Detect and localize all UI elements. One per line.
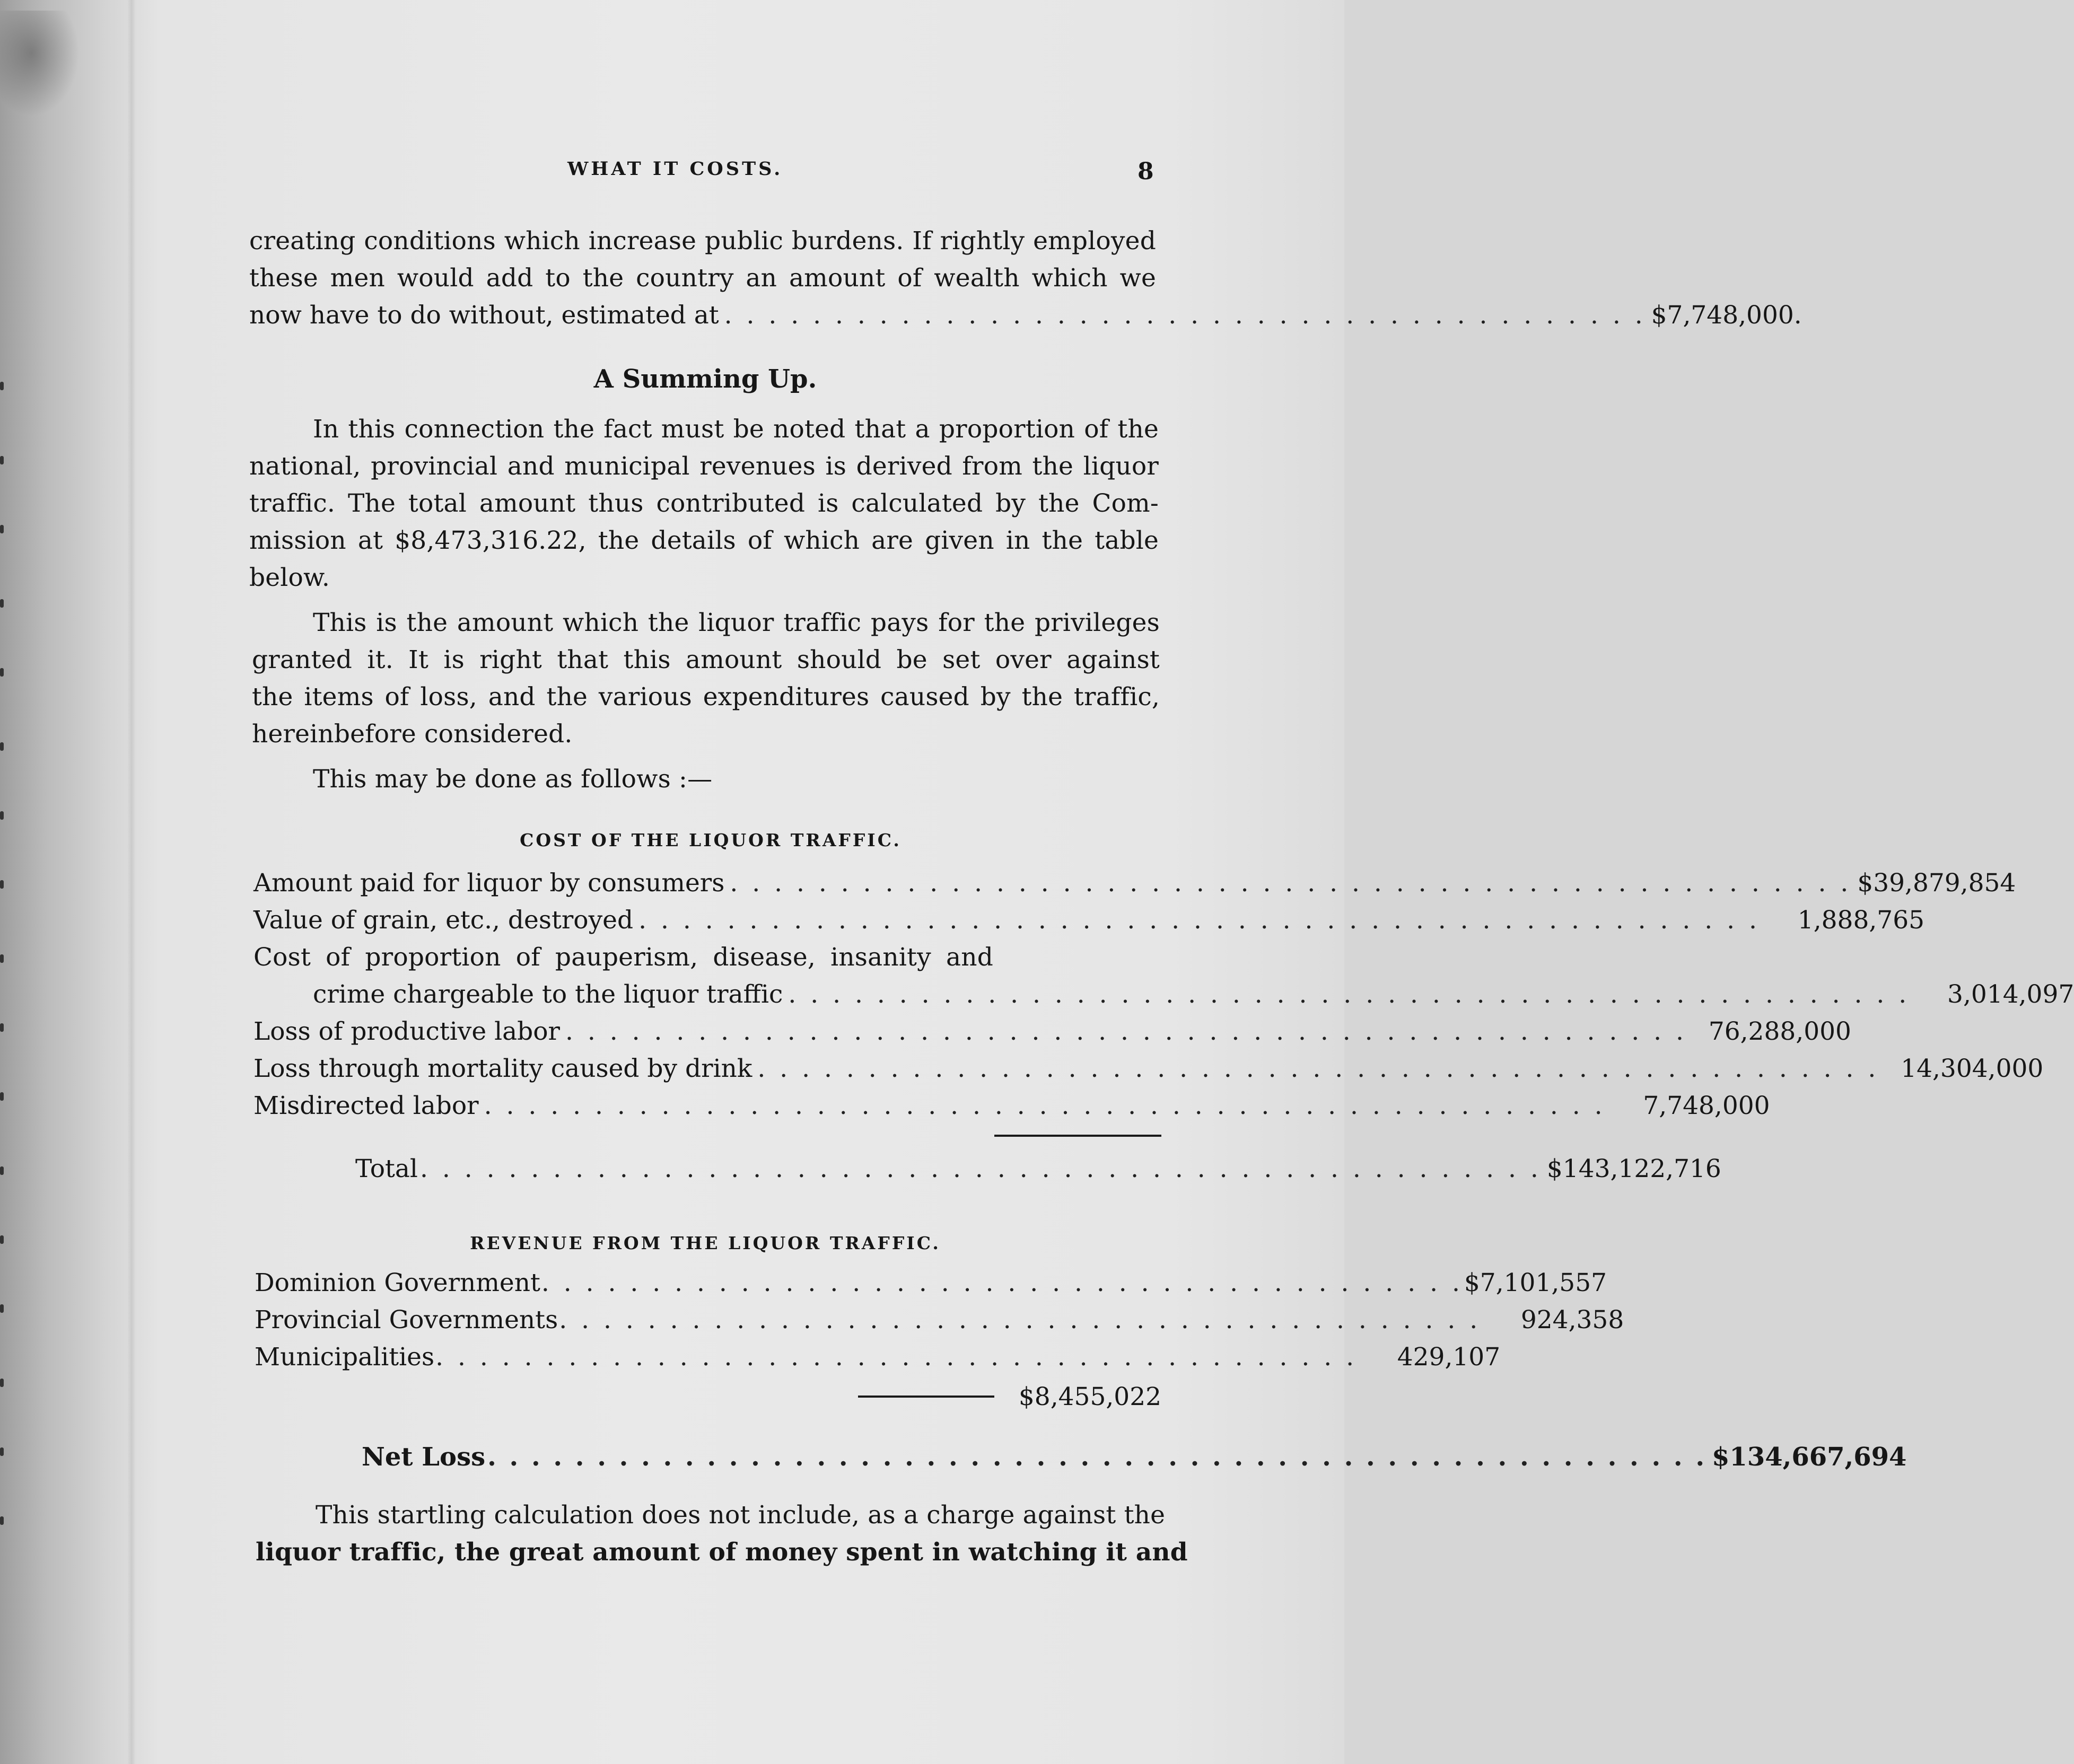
- revenue-row-label: Dominion Government: [255, 1268, 540, 1297]
- gutter-mark: [0, 1023, 4, 1032]
- cost-row: [253, 905, 1924, 936]
- net-loss-row: [362, 1441, 1907, 1473]
- cost-row-amount: 7,748,000: [1643, 1091, 1770, 1120]
- para1-line: national, provincial and municipal revenues is derived from the liquor: [249, 452, 1159, 481]
- cost-row-label: Loss of productive labor: [253, 1017, 560, 1046]
- revenue-row: [255, 1304, 1624, 1336]
- gutter-mark: [0, 954, 4, 963]
- revenue-row-amount: $7,101,557: [1464, 1268, 1607, 1297]
- dot-leader: . . . . . . . . . . . . . . . . . . . . . . . . . . . . . . . . . . . . . . . . . . . . . . . . . . .: [757, 1054, 1879, 1083]
- cost-total-rule: [994, 1135, 1161, 1137]
- dot-leader: . . . . . . . . . . . . . . . . . . . . . . . . . . . . . . . . . . . . . . . . . . . . . . . . . . .: [565, 1017, 1687, 1046]
- closing-line: liquor traffic, the great amount of money spent in watching it and: [256, 1538, 1188, 1567]
- gutter-mark: [0, 742, 4, 751]
- revenue-row: [255, 1341, 1501, 1373]
- cost-row-label: Loss through mortality caused by drink: [253, 1054, 752, 1083]
- closing-line: This startling calculation does not include, as a charge against the: [316, 1500, 1166, 1530]
- revenue-row-amount: 429,107: [1397, 1342, 1501, 1372]
- para1-line: In this connection the fact must be noted that a proportion of the: [313, 415, 1159, 444]
- dot-leader: . . . . . . . . . . . . . . . . . . . . . . . . . . . . . . . . . . . . . . . . . .: [559, 1305, 1481, 1335]
- cost-row-label: Amount paid for liquor by consumers: [253, 868, 725, 898]
- dot-leader: . . . . . . . . . . . . . . . . . . . . . . . . . . . . . . . . . . . . . . . . . . . . . . . . . . .: [730, 868, 1852, 898]
- para1-line: traffic. The total amount thus contributed is calculated by the Com-: [249, 489, 1159, 518]
- intro-line: now have to do without, estimated at: [249, 301, 719, 330]
- gutter-mark: [0, 880, 4, 889]
- cost-row: [253, 1053, 2044, 1085]
- cost-row: [253, 1090, 1770, 1122]
- gutter-mark: [0, 668, 4, 677]
- cost-row: [253, 1016, 1851, 1048]
- cost-row-amount: 1,888,765: [1797, 906, 1924, 935]
- gutter-mark: [0, 1379, 4, 1387]
- cost-row-label: crime chargeable to the liquor traffic: [313, 980, 783, 1009]
- dot-leader: . . . . . . . . . . . . . . . . . . . . . . . . . . . . . . . . . . . . . . . . . . . . . . . . . . .: [484, 1091, 1606, 1120]
- gutter-mark: [0, 1092, 4, 1101]
- para1-line: below.: [249, 563, 330, 592]
- revenue-row-label: Provincial Governments: [255, 1305, 558, 1335]
- para3-line: This may be done as follows :—: [313, 765, 713, 794]
- paper-stain: [0, 11, 80, 117]
- gutter-mark: [0, 1516, 4, 1525]
- gutter-mark: [0, 1235, 4, 1244]
- intro-line: creating conditions which increase public burdens. If rightly employed: [249, 226, 1156, 256]
- cost-row: [313, 979, 2074, 1011]
- gutter-mark: [0, 456, 4, 464]
- cost-row-amount: $39,879,854: [1857, 868, 2016, 898]
- intro-estimate-row: [249, 300, 1802, 331]
- dot-leader: . . . . . . . . . . . . . . . . . . . . . . . . . . . . . . . . . . . . . . . . . . . . . . . . . . . . . . . .: [487, 1442, 1707, 1472]
- gutter-mark: [0, 1447, 4, 1456]
- cost-total-row: [355, 1153, 1721, 1185]
- cost-row-amount: 3,014,097: [1947, 980, 2074, 1009]
- para2-line: hereinbefore considered.: [252, 719, 573, 749]
- dot-leader: . . . . . . . . . . . . . . . . . . . . . . . . . . . . . . . . . . . . . . . . . .: [724, 301, 1646, 330]
- intro-amount: $7,748,000.: [1651, 301, 1802, 330]
- revenue-total-rule: [858, 1396, 994, 1398]
- dot-leader: . . . . . . . . . . . . . . . . . . . . . . . . . . . . . . . . . . . . . . . . . . . . . . . . . . .: [419, 1154, 1542, 1183]
- dot-leader: . . . . . . . . . . . . . . . . . . . . . . . . . . . . . . . . . . . . . . . . . . . . . . . . . . .: [638, 906, 1760, 935]
- intro-line: these men would add to the country an amount of wealth which we: [249, 264, 1156, 293]
- para1-line: mission at $8,473,316.22, the details of which are given in the table: [249, 526, 1159, 555]
- gutter-mark: [0, 599, 4, 608]
- cost-table-title: COST OF THE LIQUOR TRAFFIC.: [520, 830, 902, 850]
- revenue-row: [255, 1267, 1607, 1299]
- cost-row-label: Misdirected labor: [253, 1091, 479, 1120]
- cost-row: [253, 867, 2016, 899]
- revenue-total-row: [997, 1381, 1161, 1413]
- cost-total-amount: $143,122,716: [1546, 1154, 1721, 1183]
- revenue-row-amount: 924,358: [1520, 1305, 1624, 1335]
- cost-row-amount: 76,288,000: [1708, 1017, 1851, 1046]
- gutter-mark: [0, 382, 4, 390]
- page-fold-shadow: [127, 0, 136, 1764]
- gutter-mark: [0, 1304, 4, 1313]
- revenue-total-amount: $8,455,022: [1018, 1382, 1161, 1411]
- net-loss-amount: $134,667,694: [1712, 1442, 1907, 1472]
- cost-row-label: Cost of proportion of pauperism, disease, insanity and: [253, 943, 993, 972]
- dot-leader: . . . . . . . . . . . . . . . . . . . . . . . . . . . . . . . . . . . . . . . . . .: [541, 1268, 1463, 1297]
- para2-line: granted it. It is right that this amount should be set over against: [252, 645, 1160, 674]
- section-heading: A Summing Up.: [593, 364, 817, 394]
- dot-leader: . . . . . . . . . . . . . . . . . . . . . . . . . . . . . . . . . . . . . . . . . .: [435, 1342, 1358, 1372]
- revenue-table-title: REVENUE FROM THE LIQUOR TRAFFIC.: [470, 1233, 941, 1253]
- para2-line: This is the amount which the liquor traffic pays for the privileges: [313, 608, 1160, 637]
- para2-line: the items of loss, and the various expenditures caused by the traffic,: [252, 682, 1160, 712]
- cost-total-label: Total: [355, 1154, 418, 1183]
- gutter-mark: [0, 811, 4, 820]
- revenue-row-label: Municipalities: [255, 1342, 435, 1372]
- gutter-mark: [0, 525, 4, 533]
- net-loss-label: Net Loss: [362, 1442, 486, 1472]
- cost-row-amount: 14,304,000: [1901, 1054, 2044, 1083]
- cost-row-label: Value of grain, etc., destroyed: [253, 906, 634, 935]
- running-head: WHAT IT COSTS.: [567, 158, 783, 180]
- dot-leader: . . . . . . . . . . . . . . . . . . . . . . . . . . . . . . . . . . . . . . . . . . . . . . . . . . .: [788, 980, 1910, 1009]
- page-number: 8: [1137, 158, 1154, 185]
- gutter-mark: [0, 1166, 4, 1175]
